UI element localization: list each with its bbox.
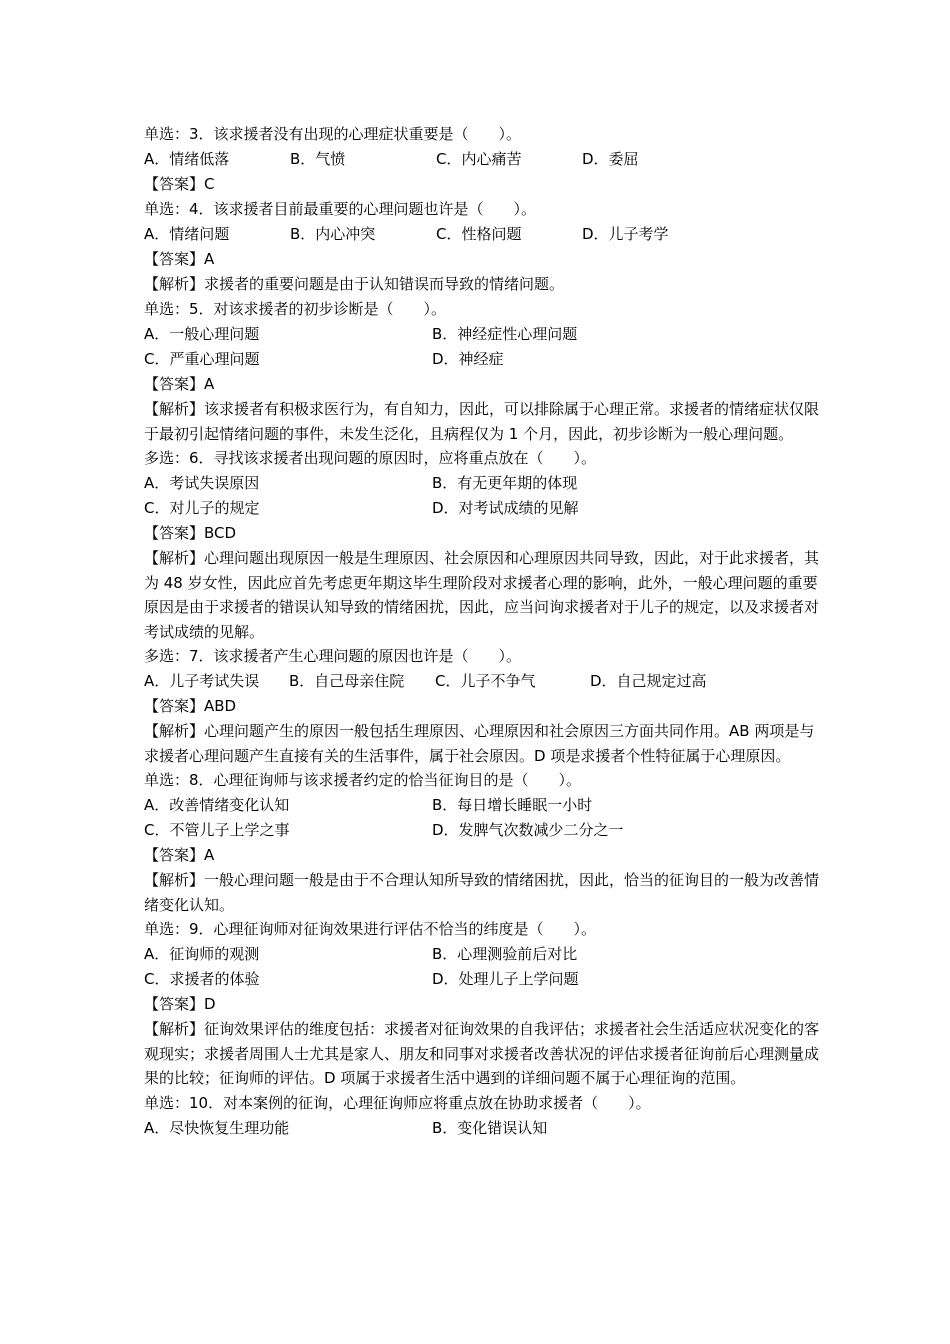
option-d: D．自己规定过高 [590,672,707,690]
option-a: A．情绪低落 [144,150,230,168]
question-8-options-row-1 [144,793,824,818]
question-3-answer: 【答案】C [144,175,215,193]
question-7-stem: 多选：7．该求援者产生心理问题的原因也许是（ ）。 [144,647,522,665]
option-d: D．对考试成绩的见解 [432,499,579,517]
option-b: B．神经症性心理问题 [432,325,578,343]
option-c: C．儿子不争气 [435,672,536,690]
question-10-stem: 单选：10．对本案例的征询，心理征询师应将重点放在协助求援者（ ）。 [144,1093,651,1112]
question-9-stem: 单选：9．心理征询师对征询效果进行评估不恰当的纬度是（ ）。 [144,920,597,938]
question-4-answer: 【答案】A [144,250,215,268]
question-10-options-row-1 [144,1116,824,1141]
question-6-options-row-2 [144,496,824,521]
question-6-stem: 多选：6．寻找该求援者出现问题的原因时，应将重点放在（ ）。 [144,449,597,467]
question-9-options-row-2 [144,967,824,992]
option-b: B．变化错误认知 [432,1118,548,1137]
question-3-stem: 单选：3．该求援者没有出现的心理症状重要是（ ）。 [144,125,522,143]
question-4-options [144,222,824,247]
option-c: C．严重心理问题 [144,350,260,368]
option-a: A．尽快恢复生理功能 [144,1118,290,1137]
option-d: D．处理儿子上学问题 [432,970,579,988]
question-7-analysis: 【解析】心理问题产生的原因一般包括生理原因、心理原因和社会原因三方面共同作用。AB 两项是与求援者心理问题产生直接有关的生活事件，属于社会原因。D 项是求援者个性特征属于心理原因。 [144,722,815,765]
question-8-stem: 单选：8．心理征询师与该求援者约定的恰当征询目的是（ ）。 [144,771,582,789]
question-6-answer: 【答案】BCD [144,524,237,542]
option-c: C．性格问题 [436,225,522,243]
option-b: B．每日增长睡眠一小时 [432,796,593,814]
question-5-stem: 单选：5．对该求援者的初步诊断是（ ）。 [144,300,447,318]
option-c: C．内心痛苦 [436,150,522,168]
option-c: C．不管儿子上学之事 [144,821,290,839]
question-9-analysis: 【解析】征询效果评估的维度包括：求援者对征询效果的自我评估；求援者社会生活适应状况变化的客观现实；求援者周围人士尤其是家人、朋友和同事对求援者改善状况的评估求援者征询前后心理测量成果的比较；征询师的评估。D 项属于求援者生活中遇到的详细问题不属于心理征询的范围。 [144,1020,820,1087]
question-3-options [144,147,824,172]
question-6-analysis: 【解析】心理问题出现原因一般是生理原因、社会原因和心理原因共同导致，因此，对于此求援者，其为 48 岁女性，因此应首先考虑更年期这毕生理阶段对求援者心理的影响，此外，一般心理问题的重要原因是由于求援者的错误认知导致的情绪困扰，因此，应当问询求援者对于儿子的规定，以及求援者对考试成绩的见解。 [144,549,820,641]
question-8-answer: 【答案】A [144,846,215,864]
question-8-options-row-2 [144,818,824,843]
question-9-options-row-1 [144,942,824,967]
question-9-answer: 【答案】D [144,995,216,1013]
question-5-options-row-1 [144,322,824,347]
option-b: B．心理测验前后对比 [432,945,578,963]
option-d: D．委屈 [582,150,639,168]
option-d: D．发脾气次数减少二分之一 [432,821,624,839]
option-a: A．儿子考试失误 [144,672,260,690]
option-b: B．内心冲突 [290,225,376,243]
question-8-analysis: 【解析】一般心理问题一般是由于不合理认知所导致的情绪困扰，因此，恰当的征询目的一般为改善情绪变化认知。 [144,871,820,914]
option-c: C．对儿子的规定 [144,499,260,517]
option-a: A．征询师的观测 [144,945,260,963]
option-a: A．一般心理问题 [144,325,260,343]
question-4-stem: 单选：4．该求援者目前最重要的心理问题也许是（ ）。 [144,200,537,218]
question-5-answer: 【答案】A [144,375,215,393]
question-5-options-row-2 [144,347,824,372]
option-b: B．自己母亲住院 [289,672,405,690]
option-d: D．神经症 [432,350,504,368]
question-7-options [144,669,824,694]
option-c: C．求援者的体验 [144,970,260,988]
question-5-analysis: 【解析】该求援者有积极求医行为，有自知力，因此，可以排除属于心理正常。求援者的情绪症状仅限于最初引起情绪问题的事件，未发生泛化，且病程仅为 1 个月，因此，初步诊断为一般心理问题。 [144,400,820,443]
option-b: B．有无更年期的体现 [432,474,578,492]
document-content [144,122,824,1141]
option-b: B．气愤 [290,150,346,168]
option-a: A．考试失误原因 [144,474,260,492]
question-4-analysis: 【解析】求援者的重要问题是由于认知错误而导致的情绪问题。 [144,275,565,293]
option-d: D．儿子考学 [582,225,669,243]
option-a: A．情绪问题 [144,225,230,243]
option-a: A．改善情绪变化认知 [144,796,290,814]
question-7-answer: 【答案】ABD [144,697,237,715]
question-6-options-row-1 [144,471,824,496]
